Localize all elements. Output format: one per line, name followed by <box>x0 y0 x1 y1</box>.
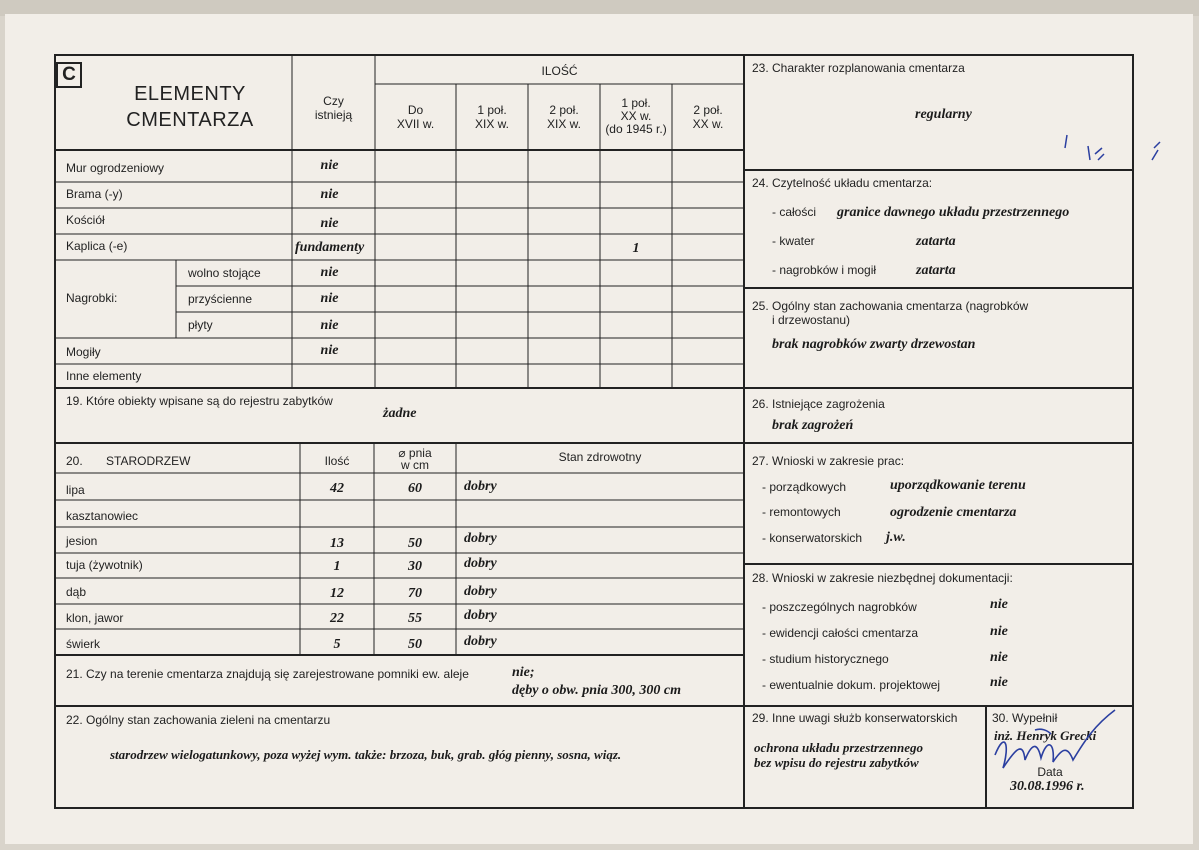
s27-item-1-value: uporządkowanie terenu <box>890 478 1026 493</box>
tree-pnia-jesion: 50 <box>408 536 422 551</box>
s28-item-4-label: - ewentualnie dokum. projektowej <box>762 678 941 692</box>
row-label-wolno-stojace: wolno stojące <box>188 266 261 280</box>
signature-scribble-icon <box>975 700 1135 785</box>
s28-item-3-value: nie <box>990 650 1008 665</box>
value-brama: nie <box>320 187 339 202</box>
s27-item-3-value: j.w. <box>886 530 906 545</box>
s24-item-2-value: zatarta <box>916 234 956 249</box>
period-2-l1: 1 poł. <box>477 103 507 117</box>
s21-value-2: dęby o obw. pnia 300, 300 cm <box>512 683 682 698</box>
s27-item-1-label: - porządkowych <box>762 480 847 494</box>
value-przyscienne: nie <box>320 291 339 306</box>
s29-value-1: ochrona układu przestrzennego <box>754 740 924 755</box>
s24-item-1-label: - całości <box>772 205 817 219</box>
ilosc-header: ILOŚĆ <box>541 64 578 78</box>
value-mogily: nie <box>320 343 339 358</box>
tree-ilosc-klon: 22 <box>330 611 344 626</box>
s26-label: 26. Istniejące zagrożenia <box>752 397 885 411</box>
s27-item-3-label: - konserwatorskich <box>762 531 863 545</box>
tree-stan-klon: dobry <box>464 608 497 623</box>
tree-pnia-dab: 70 <box>408 586 422 601</box>
count-kaplica: 1 <box>632 241 640 256</box>
period-2-l2: XIX w. <box>474 117 509 131</box>
period-4-l3: (do 1945 r.) <box>605 122 667 136</box>
tree-ilosc-dab: 12 <box>330 586 344 601</box>
tree-pnia-tuja: 30 <box>408 559 422 574</box>
value-mur: nie <box>320 158 339 173</box>
period-1-l2: XVII w. <box>396 117 435 131</box>
s28-item-4-value: nie <box>990 675 1008 690</box>
row-label-nagrobki: Nagrobki: <box>66 291 118 305</box>
s24-label: 24. Czytelność układu cmentarza: <box>752 176 933 190</box>
s30-name: inż. Henryk Grecki <box>994 728 1097 743</box>
tree-name-dab: dąb <box>66 585 87 599</box>
tree-stan-swierk: dobry <box>464 634 497 649</box>
s24-item-2-label: - kwater <box>772 234 815 248</box>
tree-name-jesion: jesion <box>66 534 98 548</box>
tree-ilosc-swierk: 5 <box>333 637 341 652</box>
s27-item-2-value: ogrodzenie cmentarza <box>890 505 1017 520</box>
s20-title: STARODRZEW <box>106 454 191 468</box>
period-5-l2: XX w. <box>692 117 724 131</box>
s30-label: 30. Wypełnił <box>992 711 1058 725</box>
s24-item-3-value: zatarta <box>916 263 956 278</box>
s28-item-1-label: - poszczególnych nagrobków <box>762 600 917 614</box>
tree-ilosc-lipa: 42 <box>330 481 344 496</box>
row-label-mogily: Mogiły <box>66 345 101 359</box>
s21-label: 21. Czy na terenie cmentarza znajdują się zarejestrowane pomniki ew. aleje <box>66 667 469 681</box>
tree-ilosc-jesion: 13 <box>330 536 344 551</box>
s20-col-pnia-l1: ⌀ pnia <box>398 446 432 460</box>
tree-name-kasztanowiec: kasztanowiec <box>66 509 139 523</box>
tree-pnia-klon: 55 <box>408 611 422 626</box>
s24-item-1-value: granice dawnego układu przestrzennego <box>837 205 1070 220</box>
tree-name-klon: klon, jawor <box>66 611 124 625</box>
s25-label-2: i drzewostanu) <box>772 313 851 327</box>
s27-item-2-label: - remontowych <box>762 505 841 519</box>
tree-name-lipa: lipa <box>66 483 85 497</box>
s19-label: 19. Które obiekty wpisane są do rejestru zabytków <box>66 394 333 408</box>
s20-num: 20. <box>66 454 83 468</box>
s28-label: 28. Wnioski w zakresie niezbędnej dokumentacji: <box>752 571 1013 585</box>
s21-value-1: nie; <box>512 665 535 680</box>
s27-label: 27. Wnioski w zakresie prac: <box>752 454 905 468</box>
tree-pnia-swierk: 50 <box>408 637 422 652</box>
period-3-l1: 2 poł. <box>549 103 579 117</box>
pen-mark-icon <box>1040 120 1180 180</box>
tree-stan-lipa: dobry <box>464 479 497 494</box>
period-5-l1: 2 poł. <box>693 103 723 117</box>
s20-col-stan: Stan zdrowotny <box>558 450 642 464</box>
s22-value: starodrzew wielogatunkowy, poza wyżej wym. także: brzoza, buk, grab. głóg pienny, sosna, wiąz. <box>110 747 622 762</box>
tree-name-swierk: świerk <box>66 637 101 651</box>
period-3-l2: XIX w. <box>546 117 581 131</box>
value-wolno-stojace: nie <box>320 265 339 280</box>
row-label-plyty: płyty <box>188 318 213 332</box>
s28-item-2-label: - ewidencji całości cmentarza <box>762 626 919 640</box>
tree-stan-tuja: dobry <box>464 556 497 571</box>
row-label-przyscienne: przyścienne <box>188 292 253 306</box>
tree-ilosc-tuja: 1 <box>333 559 341 574</box>
s28-item-2-value: nie <box>990 624 1008 639</box>
s25-value: brak nagrobków zwarty drzewostan <box>772 337 976 352</box>
period-4-l2: XX w. <box>620 109 652 123</box>
s20-col-ilosc: Ilość <box>324 454 350 468</box>
s24-item-3-label: - nagrobków i mogił <box>772 263 877 277</box>
s20-col-pnia-l2: w cm <box>401 458 429 472</box>
value-kaplica: fundamenty <box>295 240 365 255</box>
title-line-2: CMENTARZA <box>126 109 254 131</box>
tree-stan-jesion: dobry <box>464 531 497 546</box>
s29-label: 29. Inne uwagi służb konserwatorskich <box>752 711 958 725</box>
s28-item-3-label: - studium historycznego <box>762 652 889 666</box>
period-1-l1: Do <box>407 103 424 117</box>
row-label-brama: Brama (-y) <box>66 187 123 201</box>
period-4-l1: 1 poł. <box>621 96 651 110</box>
s26-value: brak zagrożeń <box>772 418 854 433</box>
s22-label: 22. Ogólny stan zachowania zieleni na cmentarzu <box>66 713 331 727</box>
s30-date-label: Data <box>1037 765 1063 779</box>
row-label-kaplica: Kaplica (-e) <box>66 239 128 253</box>
s29-value-2: bez wpisu do rejestru zabytków <box>754 755 919 770</box>
value-kosciol: nie <box>320 216 339 231</box>
value-plyty: nie <box>320 318 339 333</box>
tree-stan-dab: dobry <box>464 584 497 599</box>
section-letter-box: C <box>56 62 82 88</box>
row-label-inne: Inne elementy <box>66 369 142 383</box>
s30-date: 30.08.1996 r. <box>1010 779 1085 794</box>
row-label-kosciol: Kościół <box>66 213 105 227</box>
s23-label: 23. Charakter rozplanowania cmentarza <box>752 61 965 75</box>
tree-name-tuja: tuja (żywotnik) <box>66 558 143 572</box>
czy-line-1: Czy <box>323 94 344 108</box>
s28-item-1-value: nie <box>990 597 1008 612</box>
czy-line-2: istnieją <box>314 108 353 122</box>
tree-pnia-lipa: 60 <box>408 481 422 496</box>
s19-value: żadne <box>383 406 417 421</box>
s25-label-1: 25. Ogólny stan zachowania cmentarza (nagrobków <box>752 299 1029 313</box>
s23-value: regularny <box>915 107 972 122</box>
title-line-1: ELEMENTY <box>134 83 246 105</box>
row-label-mur: Mur ogrodzeniowy <box>66 161 165 175</box>
